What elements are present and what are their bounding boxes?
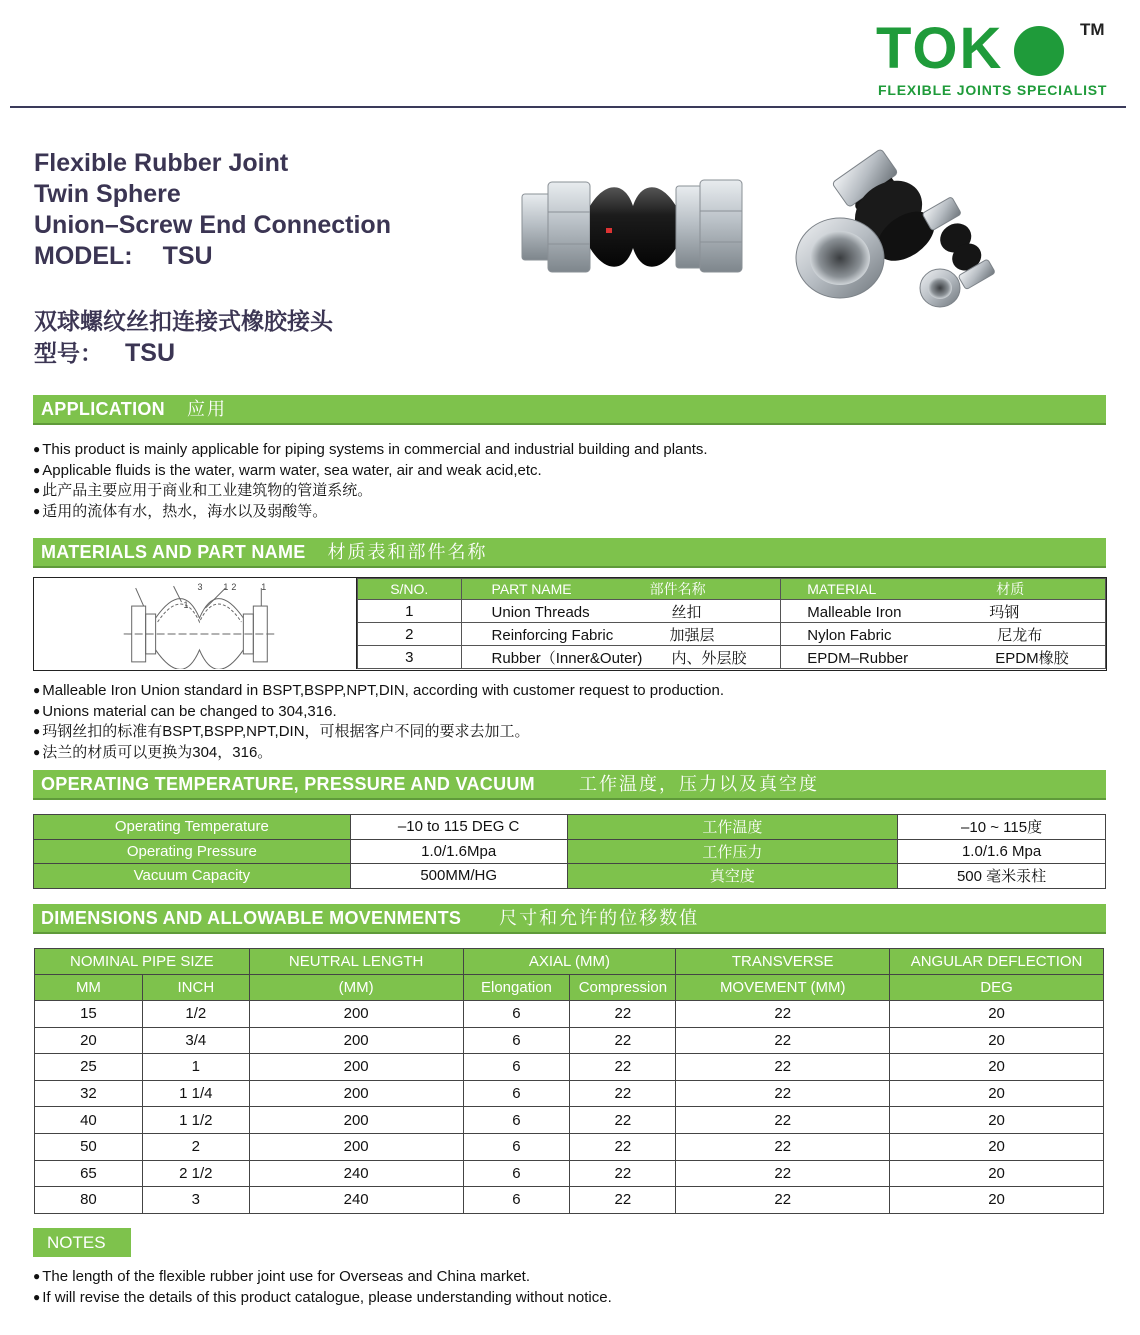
cell-part xyxy=(461,600,781,623)
operating-heading-en: OPERATING TEMPERATURE, PRESSURE AND VACUUM xyxy=(41,774,535,794)
table-row xyxy=(35,1107,1104,1134)
cell-material xyxy=(781,623,1106,646)
drawing-callout-label: 3 xyxy=(197,582,203,593)
cell-length: 200 xyxy=(249,1080,463,1107)
cell-part-cn: 丝扣 xyxy=(671,603,702,621)
cell-inch: 3/4 xyxy=(142,1027,249,1054)
cell-angle: 20 xyxy=(890,1001,1104,1028)
cell-elongation: 6 xyxy=(463,1027,570,1054)
table-row xyxy=(358,623,1106,646)
product-title-cn xyxy=(34,305,333,369)
materials-table xyxy=(357,578,1106,669)
cell-angle: 20 xyxy=(890,1027,1104,1054)
header-divider xyxy=(10,106,1126,108)
title-line-3: Union–Screw End Connection xyxy=(34,211,391,239)
cell-compression: 22 xyxy=(570,1187,676,1214)
application-heading xyxy=(33,395,1106,423)
drawing-callout-label: 1 xyxy=(183,600,189,611)
cell-elongation: 6 xyxy=(463,1133,570,1160)
table-header-row xyxy=(35,949,1104,975)
cell-inch: 1 xyxy=(142,1054,249,1081)
table-row xyxy=(34,839,1106,864)
cell-elongation: 6 xyxy=(463,1107,570,1134)
title-cn-line: 双球螺纹丝扣连接式橡胶接头 xyxy=(34,308,333,334)
model-label-cn: 型号： xyxy=(34,340,103,366)
col-header-material xyxy=(781,579,1106,600)
materials-table-box xyxy=(33,577,1107,671)
trademark-mark: TM xyxy=(1080,20,1105,39)
title-line-1: Flexible Rubber Joint xyxy=(34,149,289,177)
table-row xyxy=(35,1001,1104,1028)
materials-heading-en: MATERIALS AND PART NAME xyxy=(41,542,306,562)
cell-sno: 1 xyxy=(358,600,462,623)
cell-transverse: 22 xyxy=(676,1107,890,1134)
cell-part xyxy=(461,623,781,646)
model-value-cn: TSU xyxy=(125,339,175,367)
cell-elongation: 6 xyxy=(463,1187,570,1214)
cell-mm: 32 xyxy=(35,1080,143,1107)
list-item: ● This product is mainly applicable for piping systems in commercial and industrial building and plants. xyxy=(33,440,708,461)
col-header-angular: ANGULAR DEFLECTION xyxy=(890,949,1104,975)
cell-part-en: Union Threads xyxy=(491,603,590,621)
drawing-callout-label: 1 xyxy=(261,582,267,593)
notes-heading: NOTES xyxy=(33,1228,131,1257)
cell-mm: 65 xyxy=(35,1160,143,1187)
list-item: ● Malleable Iron Union standard in BSPT,BSPP,NPT,DIN, according with customer request to production. xyxy=(33,681,724,702)
list-item: ● 法兰的材质可以更换为304，316。 xyxy=(33,743,724,764)
col-header-material-cn: 材质 xyxy=(996,581,1025,597)
col-header-part xyxy=(461,579,781,600)
table-row xyxy=(35,1080,1104,1107)
cell-inch: 2 1/2 xyxy=(142,1160,249,1187)
cell-inch: 1 1/4 xyxy=(142,1080,249,1107)
cell-part xyxy=(461,646,781,669)
notes-bullets xyxy=(33,1267,612,1308)
product-photo-angled xyxy=(790,148,1020,313)
col-header-nominal: NOMINAL PIPE SIZE xyxy=(35,949,250,975)
brand-logo xyxy=(874,18,1114,103)
drawing-callout-label: 1 xyxy=(223,582,229,593)
cell-length: 200 xyxy=(249,1107,463,1134)
cell-part-en: Rubber（Inner&Outer) xyxy=(491,649,643,667)
dimensions-heading xyxy=(33,904,1106,932)
cell-length: 200 xyxy=(249,1001,463,1028)
materials-bullets xyxy=(33,681,724,763)
cell-compression: 22 xyxy=(570,1027,676,1054)
cell-material xyxy=(781,600,1106,623)
logo-wordmark: TOK xyxy=(876,16,1004,81)
cell-transverse: 22 xyxy=(676,1133,890,1160)
cell-mm: 25 xyxy=(35,1054,143,1081)
col-header-inch: INCH xyxy=(142,975,249,1001)
cell-elongation: 6 xyxy=(463,1160,570,1187)
cell-mm: 15 xyxy=(35,1001,143,1028)
cell-material-cn: 玛钢 xyxy=(989,603,1020,621)
list-item: ● The length of the flexible rubber joint use for Overseas and China market. xyxy=(33,1267,612,1288)
cell-part-cn: 加强层 xyxy=(669,626,715,644)
cell-part-en: Reinforcing Fabric xyxy=(491,626,614,644)
product-photo-side xyxy=(520,176,746,276)
table-row xyxy=(35,1187,1104,1214)
model-line-cn xyxy=(34,337,333,369)
cell-compression: 22 xyxy=(570,1001,676,1028)
table-row xyxy=(35,1133,1104,1160)
cell-elongation: 6 xyxy=(463,1001,570,1028)
op-value: 500MM/HG xyxy=(350,864,567,889)
cell-length: 240 xyxy=(249,1160,463,1187)
cell-elongation: 6 xyxy=(463,1080,570,1107)
title-line-2: Twin Sphere xyxy=(34,180,181,208)
cell-length: 200 xyxy=(249,1027,463,1054)
cell-angle: 20 xyxy=(890,1054,1104,1081)
list-item: ● Unions material can be changed to 304,316. xyxy=(33,702,724,723)
cell-elongation: 6 xyxy=(463,1054,570,1081)
table-subheader-row xyxy=(35,975,1104,1001)
table-row xyxy=(35,1054,1104,1081)
cell-material-en: Malleable Iron xyxy=(807,603,902,621)
col-header-axial: AXIAL (MM) xyxy=(463,949,676,975)
bar-rule xyxy=(33,932,1106,934)
bar-rule xyxy=(33,566,1106,568)
product-title xyxy=(34,148,391,272)
cell-transverse: 22 xyxy=(676,1187,890,1214)
cell-material-en: EPDM–Rubber xyxy=(807,649,909,667)
cell-angle: 20 xyxy=(890,1160,1104,1187)
cell-inch: 1/2 xyxy=(142,1001,249,1028)
logo-dot-icon xyxy=(1014,26,1064,76)
cell-compression: 22 xyxy=(570,1160,676,1187)
cell-sno: 2 xyxy=(358,623,462,646)
dimensions-table-body xyxy=(35,1001,1104,1214)
cell-part-cn: 内、外层胶 xyxy=(671,649,747,667)
cell-inch: 2 xyxy=(142,1133,249,1160)
application-heading-cn: 应用 xyxy=(186,399,227,419)
dimensions-heading-en: DIMENSIONS AND ALLOWABLE MOVENMENTS xyxy=(41,908,462,928)
list-item: ● 玛钢丝扣的标准有BSPT,BSPP,NPT,DIN，可根据客户不同的要求去加工。 xyxy=(33,722,724,743)
cell-mm: 50 xyxy=(35,1133,143,1160)
dimensions-heading-cn: 尺寸和允许的位移数值 xyxy=(499,908,700,928)
list-item: ● Applicable fluids is the water, warm water, sea water, air and weak acid,etc. xyxy=(33,461,708,482)
col-header-elongation: Elongation xyxy=(463,975,570,1001)
joint-cross-section-drawing xyxy=(34,578,357,669)
col-header-part-en: PART NAME xyxy=(491,581,572,597)
table-row xyxy=(358,600,1106,623)
dimensions-table xyxy=(34,948,1104,1214)
col-header-angular-unit: DEG xyxy=(890,975,1104,1001)
operating-table xyxy=(33,814,1106,889)
cell-angle: 20 xyxy=(890,1187,1104,1214)
op-label-cn: 工作温度 xyxy=(567,815,898,840)
cell-material-cn: 尼龙布 xyxy=(997,626,1043,644)
cell-length: 200 xyxy=(249,1054,463,1081)
cell-mm: 80 xyxy=(35,1187,143,1214)
op-label: Operating Pressure xyxy=(34,839,351,864)
cell-mm: 40 xyxy=(35,1107,143,1134)
application-bullets xyxy=(33,440,708,522)
col-header-sno: S/NO. xyxy=(358,579,462,600)
cell-mm: 20 xyxy=(35,1027,143,1054)
table-row xyxy=(34,815,1106,840)
cell-material-en: Nylon Fabric xyxy=(807,626,892,644)
op-value-cn: –10 ~ 115度 xyxy=(898,815,1106,840)
cell-compression: 22 xyxy=(570,1133,676,1160)
cell-transverse: 22 xyxy=(676,1160,890,1187)
op-value: –10 to 115 DEG C xyxy=(350,815,567,840)
list-item: ● If will revise the details of this product catalogue, please understanding without notice. xyxy=(33,1288,612,1309)
op-value: 1.0/1.6Mpa xyxy=(350,839,567,864)
model-label: MODEL: xyxy=(34,242,133,270)
bar-rule xyxy=(33,423,1106,425)
logo-tagline: FLEXIBLE JOINTS SPECIALIST xyxy=(878,82,1108,98)
cell-inch: 3 xyxy=(142,1187,249,1214)
application-heading-en: APPLICATION xyxy=(41,399,165,419)
col-header-neutral-unit: (MM) xyxy=(249,975,463,1001)
cell-compression: 22 xyxy=(570,1054,676,1081)
table-row xyxy=(35,1160,1104,1187)
model-line xyxy=(34,241,391,272)
materials-heading xyxy=(33,538,1106,566)
op-label-cn: 工作压力 xyxy=(567,839,898,864)
cell-angle: 20 xyxy=(890,1133,1104,1160)
op-label: Operating Temperature xyxy=(34,815,351,840)
drawing-callout-label: 2 xyxy=(231,582,237,593)
cell-material-cn: EPDM橡胶 xyxy=(995,649,1069,667)
list-item: ● 此产品主要应用于商业和工业建筑物的管道系统。 xyxy=(33,481,708,502)
list-item: ● 适用的流体有水，热水，海水以及弱酸等。 xyxy=(33,502,708,523)
cell-length: 200 xyxy=(249,1133,463,1160)
col-header-transverse-unit: MOVEMENT (MM) xyxy=(676,975,890,1001)
cell-transverse: 22 xyxy=(676,1027,890,1054)
table-header-row xyxy=(358,579,1106,600)
materials-heading-cn: 材质表和部件名称 xyxy=(327,542,488,562)
model-value: TSU xyxy=(162,242,213,270)
cell-transverse: 22 xyxy=(676,1080,890,1107)
cell-compression: 22 xyxy=(570,1080,676,1107)
cell-angle: 20 xyxy=(890,1107,1104,1134)
table-row xyxy=(358,646,1106,669)
operating-heading xyxy=(33,770,1106,798)
col-header-compression: Compression xyxy=(570,975,676,1001)
bar-rule xyxy=(33,798,1106,800)
cell-sno: 3 xyxy=(358,646,462,669)
col-header-neutral: NEUTRAL LENGTH xyxy=(249,949,463,975)
table-row xyxy=(35,1027,1104,1054)
cell-transverse: 22 xyxy=(676,1001,890,1028)
cell-transverse: 22 xyxy=(676,1054,890,1081)
operating-heading-cn: 工作温度，压力以及真空度 xyxy=(578,774,819,794)
op-value-cn: 500 毫米汞柱 xyxy=(898,864,1106,889)
cell-material xyxy=(781,646,1106,669)
op-label-cn: 真空度 xyxy=(567,864,898,889)
table-row xyxy=(34,864,1106,889)
col-header-material-en: MATERIAL xyxy=(807,581,877,597)
cell-inch: 1 1/2 xyxy=(142,1107,249,1134)
col-header-part-cn: 部件名称 xyxy=(649,581,706,597)
cell-compression: 22 xyxy=(570,1107,676,1134)
col-header-transverse: TRANSVERSE xyxy=(676,949,890,975)
cell-length: 240 xyxy=(249,1187,463,1214)
op-value-cn: 1.0/1.6 Mpa xyxy=(898,839,1106,864)
op-label: Vacuum Capacity xyxy=(34,864,351,889)
cell-angle: 20 xyxy=(890,1080,1104,1107)
col-header-mm: MM xyxy=(35,975,143,1001)
